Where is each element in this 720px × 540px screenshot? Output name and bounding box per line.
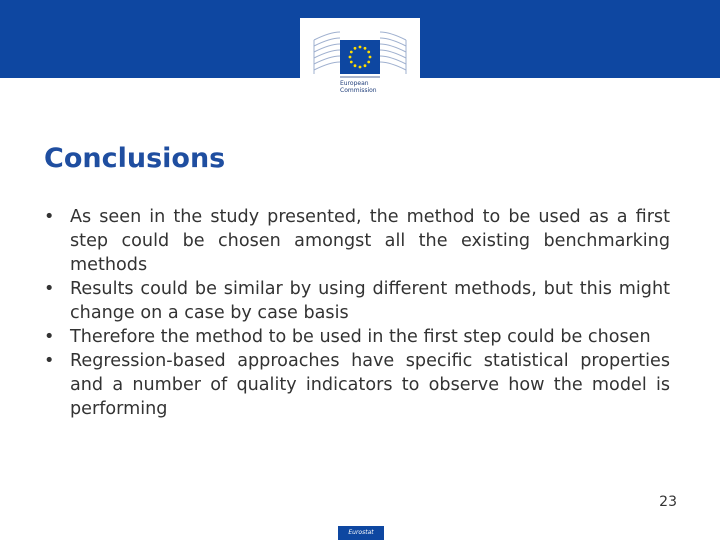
logo-text-line1: European — [340, 80, 369, 87]
bullet-item: • Regression-based approaches have specific statistical properties and a number of quality indicators to observe how the model is performing — [44, 349, 670, 421]
page-number: 23 — [659, 494, 677, 510]
bullet-item: • Therefore the method to be used in the first step could be chosen — [44, 325, 670, 349]
european-commission-logo — [300, 18, 420, 102]
slide-title: Conclusions — [44, 143, 226, 174]
logo-text-line2: Commission — [340, 87, 377, 94]
bullet-list — [44, 205, 670, 421]
bullet-item: • Results could be similar by using different methods, but this might change on a case by case basis — [44, 277, 670, 325]
eurostat-badge: Eurostat — [338, 526, 384, 540]
logo-text — [340, 80, 377, 94]
bullet-item: • As seen in the study presented, the method to be used as a first step could be chosen amongst all the existing benchmarking methods — [44, 205, 670, 277]
